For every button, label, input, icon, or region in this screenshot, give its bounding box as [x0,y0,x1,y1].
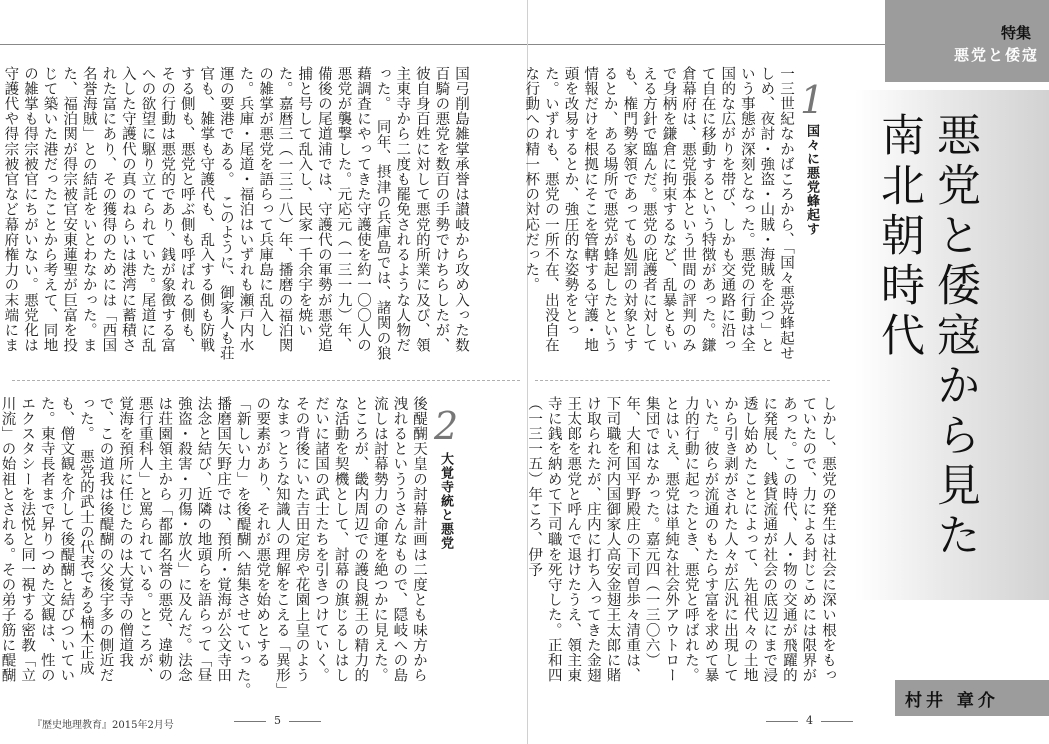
page-number-right [758,714,861,727]
page5-lower-text: 後醍醐天皇の討幕計画は二度とも味方から洩れるといううさんなもので、隠岐への島流しは討幕勢力の命運を絶つかに見えた。ところが、畿内周辺での護良親王の精力的な活動を契機として、討幕の旗じるしはしだいに諸国の武士たちを引きつけていく。その背後にいた吉田定房や花園上皇のようなまっとうな知識人の理解をこえる「異形」の要素があり、それが悪党を始めとする「新しい力」を後醍醐へ結集させていった。 播磨国矢野庄では、預所・覚海が公文寺田法念と結び、近隣の地頭らを語らって「昼強盗・殺害・刃傷・放火」に及んだ。法念は荘園領主から「都鄙名誉の悪党、違勅の悪行重科人」と罵られている。ところが、覚海を預所に任じたのは大覚寺の僧道我で、この道我は後醍醐の父後宇多の側近だった。 悪党的武士の代表である楠木正成も、僧文観を介して後醍醐と結びついていた。東寺長者まで昇りつめた文観は、性のエクスタシーを法悦と同一視する密教「立川流」の始祖とされる。その弟子筋に醍醐 [0,396,427,691]
page4-lower-text: しかし、悪党の発生は社会に深い根をもっていたので、力による封じこめには限界があった。この時代、人・物の交通が飛躍的に発展し、銭貨流通が社会の底辺にまで浸透し始めたことによって、先祖代々の土地から引き剥がされた人々が広汎に出現していた。彼らが流通のもたらす富を求めて暴力的行動に起ったとき、悪党と呼ばれた。 とはいえ、悪党は単純な社会外アウトロー集団ではなかった。嘉元四（一三〇六）年、大和国平野殿庄の下司曽歩々清重は、下司職を河内国御家人高安金翅王太郎に賭け取られたが、庄内に打ち入ってきた金翅王太郎を悪党と呼んで退けたうえ、領主東寺に銭を納めて下司職を死守した。正和四（一三一五）年ころ、伊予 [526,396,836,691]
section-1-heading: 国々に悪党蜂起す [804,124,819,236]
right-page-divider [535,380,830,381]
page-number-right-value: 4 [806,714,813,727]
article-title: 悪党と倭寇から見た 南北朝時代 [873,112,980,562]
section-2-number: 2 [434,404,459,448]
feature-theme: 悪党と倭寇 [953,46,1039,64]
page-number-left-value: 5 [274,714,281,727]
page-number-left [226,714,329,727]
section-2-heading: 大覚寺統と悪党 [438,452,453,550]
feature-label: 特集 [1000,24,1031,42]
page4-upper-text: 一三世紀なかばころから、「国々悪党蜂起せしめ、夜討・強盗・山賊・海賊を企つ」という事態が深刻となった。悪党の行動は全国的な広がりを帯び、しかも交通路に沿って自在に移動するという特徴があった。鎌倉幕府は、悪党張本という世間の評判のみで身柄を鎌倉に拘束するなど、乱暴ともいえる方針で臨んだ。悪党の庇護者に対しても、権門勢家領であっても処罰の対象とするとか、ある場所で悪党が蜂起したという情報だけを根拠にそこを管轄する守護・地頭を改易するとか、強圧的な姿勢をとった。いずれも、悪党の一所不在、出没自在な行動への精一杯の対応だった。 [523,66,794,361]
page5-upper-text: 国弓削島雑掌承誉は讃岐から攻め入った数百騎の悪党を数百の手勢でけちらしたが、彼自身百姓に対して悪党的所業に及び、領主東寺から二度も罷免されるような人物だった。 同年、摂津の兵庫島では、諸関の狼藉調査にやってきた守護使を約一〇〇人の悪党が襲撃した。元応元（一三一九）年、備後の尾道浦では、守護代の軍勢が悪党追捕と号して乱入し、民家一千余宇を焼いた。嘉暦三（一三二八）年、播磨の福泊関の雑掌が悪党を語らって兵庫島に乱入した。兵庫・尾道・福泊はいずれも瀬戸内水運の要港である。 このように、御家人も荘官も、雑掌も守護代も、乱入する側も防戦する側も、悪党と呼ぶ側も呼ばれる側も、その行動は悪党的であり、銭が象徴する富への欲望に駆り立てられていた。尾道に乱入した守護代の真のねらいは港湾に蓄積された富にあり、その獲得のためには「西国名誉海賊」との結託をいとわなかった。また、福泊関が得宗被官安東蓮聖が巨富を投じて築いた港だったことから考えて、同地の雑掌も得宗被官にちがいない。悪党化は守護代や得宗被官など幕府権力の末端にま [2,66,469,361]
left-page-divider [12,380,520,381]
author-name: 村井 章介 [905,691,999,711]
section-1-number: 1 [800,78,825,122]
header-rule [0,44,885,45]
journal-footer: 『歴史地理教育』2015年2月号 [32,720,174,731]
